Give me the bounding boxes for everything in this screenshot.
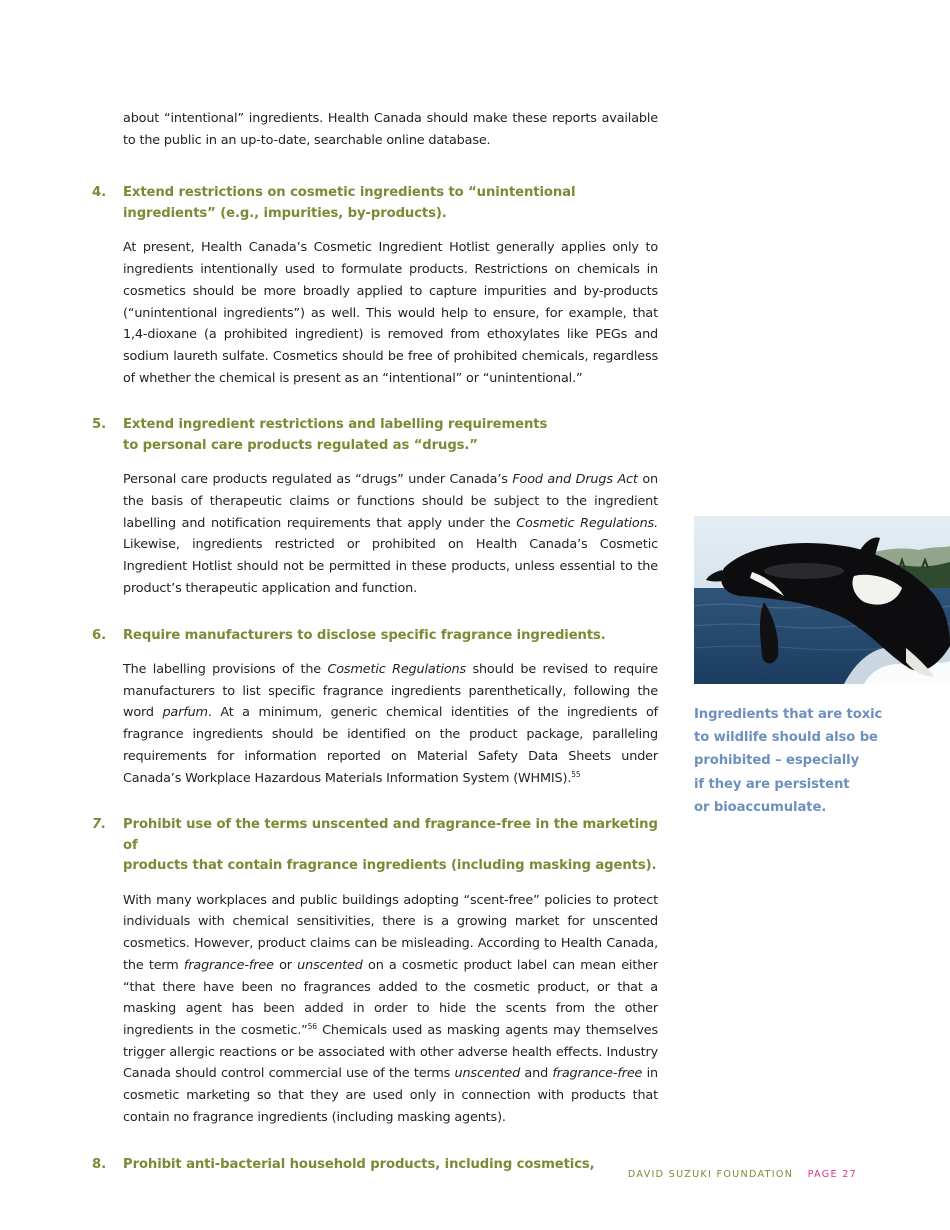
title-line: to personal care products regulated as “drugs.”	[123, 437, 478, 453]
recommendation-4	[92, 183, 658, 389]
recommendation-heading	[92, 415, 658, 456]
regulation-title: Cosmetic Regulations.	[516, 515, 658, 531]
title-line: Require manufacturers to disclose specific fragrance ingredients.	[123, 627, 606, 643]
recommendation-heading	[92, 815, 658, 877]
footnote-ref[interactable]: 55	[571, 769, 581, 779]
orca-photo	[694, 516, 950, 684]
term-fragrance-free: fragrance-free	[552, 1066, 643, 1082]
footer-organization: DAVID SUZUKI FOUNDATION	[627, 1169, 794, 1180]
regulation-title: Cosmetic Regulations	[327, 662, 467, 678]
main-column	[92, 108, 658, 1201]
recommendation-body	[123, 890, 658, 1129]
recommendation-7	[92, 815, 658, 1128]
title-line: products that contain fragrance ingredients (including masking agents).	[123, 858, 657, 874]
recommendation-body: At present, Health Canada’s Cosmetic Ingredient Hotlist generally applies only to ingredients intentionally used to formulate products. Restrictions on chemicals in cosmetics should be more broadly applied to capture impurities and by-products (“unintentional ingredients”) as well. This would help to ensure, for example, that 1,4-dioxane (a prohibited ingredient) is removed from ethoxylates like PEGs and sodium laureth sulfate. Cosmetics should be free of prohibited chemicals, regardless of whether the chemical is present as an “intentional” or “unintentional.”	[123, 240, 658, 386]
recommendation-title	[123, 183, 658, 224]
recommendation-number: 5.	[92, 417, 106, 433]
recommendation-number: 6.	[92, 627, 106, 643]
body-text: Personal care products regulated as “drugs” under Canada’s	[123, 472, 513, 488]
recommendation-title	[123, 1155, 658, 1176]
title-line: Prohibit anti-bacterial household products, including cosmetics,	[123, 1156, 595, 1172]
caption-line: to wildlife should also be	[694, 730, 878, 746]
caption-line: Ingredients that are toxic	[694, 707, 883, 722]
term-unscented: unscented	[297, 957, 363, 973]
body-text: in cosmetic marketing so that they are used only in connection with products that contain no fragrance ingredients (including masking agents).	[123, 1066, 658, 1125]
term-fragrance-free: fragrance-free	[183, 957, 274, 973]
orca-illustration	[694, 516, 950, 684]
recommendation-8	[92, 1155, 658, 1176]
body-text: Likewise, ingredients restricted or prohibited on Health Canada’s Cosmetic Ingredient Hotlist should not be permitted in these products, unless essential to the product’s therapeutic application and function.	[123, 537, 658, 596]
term-parfum: parfum	[162, 705, 208, 721]
intro-paragraph: about “intentional” ingredients. Health Canada should make these reports available to the public in an up-to-date, searchable online database.	[123, 111, 658, 148]
title-line: Extend restrictions on cosmetic ingredients to “unintentional	[123, 185, 576, 201]
body-text: With many workplaces and public buildings adopting “scent-free” policies to protect individuals with chemical sensitivities, there is a growing market for unscented cosmetics. However, product claims can be misleading. According to Health Canada, the term	[123, 892, 658, 973]
recommendation-number: 8.	[92, 1156, 106, 1172]
title-line: Extend ingredient restrictions and labelling requirements	[123, 417, 548, 433]
recommendation-title	[123, 415, 658, 456]
caption-line: if they are persistent	[694, 776, 850, 792]
body-text: . At a minimum, generic chemical identities of the ingredients of fragrance ingredients should be identified on the product package, paralleling requirements for information reported on Material Safety Data Sheets under Canada’s Workplace Hazardous Materials Information System (WHMIS).	[123, 705, 658, 786]
title-line: ingredients” (e.g., impurities, by-products).	[123, 205, 447, 221]
term-unscented: unscented	[454, 1066, 521, 1082]
page-footer	[600, 1169, 857, 1180]
body-text: on a cosmetic product label can mean either “that there have been no fragrances added to the cosmetic product, or that a masking agent has been added in order to hide the scents from the other ingredients in the cosmetic.”	[123, 957, 658, 1038]
recommendation-5	[92, 415, 658, 599]
body-text: and	[520, 1066, 553, 1082]
recommendation-title	[123, 626, 658, 647]
recommendation-body	[123, 469, 658, 599]
recommendation-number: 4.	[92, 185, 106, 201]
body-text: should be revised to require manufacturers to list specific fragrance ingredients parenthetically, following the word	[123, 662, 658, 721]
recommendation-number: 7.	[92, 817, 106, 833]
body-text: on the basis of therapeutic claims or functions should be subject to the ingredient labelling and notification requirements that apply under the	[123, 472, 659, 531]
caption-line: or bioaccumulate.	[694, 799, 827, 815]
caption-line: prohibited – especially	[694, 753, 860, 769]
recommendation-heading	[92, 183, 658, 224]
title-line: Prohibit use of the terms unscented and fragrance-free in the marketing of	[123, 817, 658, 853]
body-text: Chemicals used as masking agents may themselves trigger allergic reactions or be associated with other adverse health effects. Industry Canada should control commercial use of the terms	[123, 1022, 659, 1082]
body-text: or	[273, 957, 298, 973]
recommendation-6	[92, 626, 658, 790]
recommendation-heading	[92, 626, 658, 647]
photo-caption	[694, 703, 883, 819]
recommendation-title	[123, 815, 658, 877]
recommendation-heading	[92, 1155, 658, 1176]
recommendation-body	[123, 659, 658, 789]
page-number: PAGE 27	[807, 1169, 857, 1180]
act-title: Food and Drugs Act	[512, 472, 638, 488]
body-text: The labelling provisions of the	[123, 662, 328, 678]
footnote-ref[interactable]: 56	[307, 1021, 317, 1031]
